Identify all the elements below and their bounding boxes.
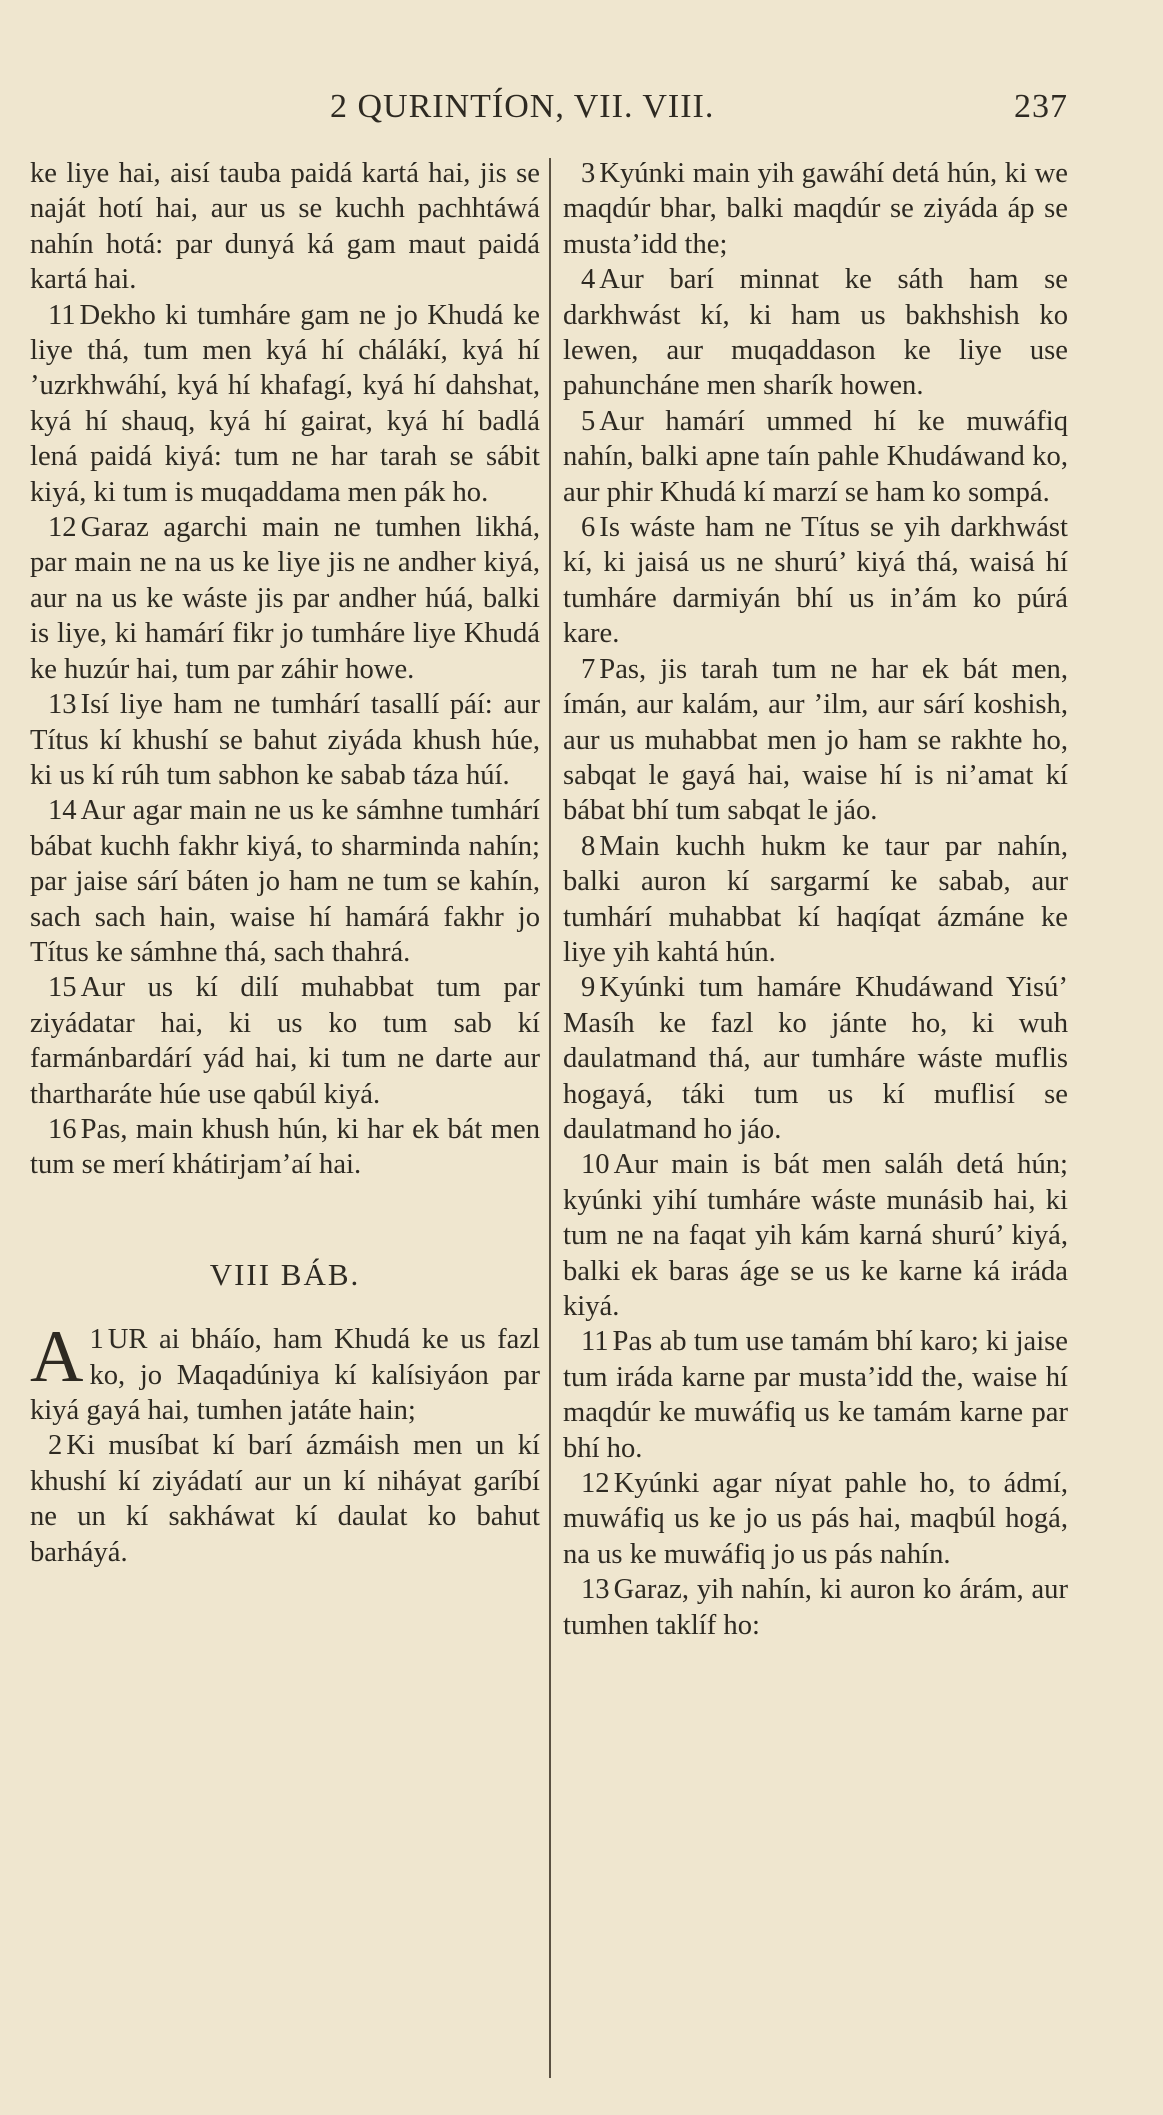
verse-text: Garaz agarchi main ne tumhen likhá, par main ne na us ke liye jis ne andher kiyá, aur na us ke wáste jis par andher húá, balki is liye, ki hamárí fikr jo tumháre liye Khudá ke huzúr hai, tum par záhir howe. [30, 512, 540, 685]
verse-text: Isí liye ham ne tumhárí tasallí páí: aur Títus kí khushí se bahut ziyáda khush húe, ki us kí rúh tum sabhon ke sabab táza húí. [30, 689, 540, 791]
verse-number: 9 [581, 972, 596, 1004]
verse-number: 4 [581, 264, 596, 296]
verse-text: Main kuchh hukm ke taur par nahín, balki auron kí sargarmí ke sabab, aur tumhárí muhabbat kí haqíqat ázmáne ke liye yih kahtá hún. [563, 830, 1068, 968]
page-number: 237 [1014, 88, 1068, 125]
verse-number: 8 [581, 830, 596, 862]
verse [563, 1324, 1068, 1466]
column-divider [549, 158, 551, 2078]
verse [563, 1147, 1068, 1324]
verse [30, 687, 540, 793]
verse-text: Kyúnki tum hamáre Khudáwand Yisú’ Masíh ke fazl ko jánte ho, ki wuh daulatmand thá, aur tumháre wáste muflis hogayá, táki tum us kí muflisí se daulatmand ho jáo. [563, 972, 1068, 1145]
verse [30, 510, 540, 687]
verse-text: Is wáste ham ne Títus se yih darkhwást kí, ki jaisá us ne shurú’ kiyá thá, waisá hí tumháre darmiyán bhí us in’ám ko púrá kare. [563, 512, 1068, 650]
verse-number: 13 [48, 689, 77, 721]
verse-text: Ki musíbat kí barí ázmáish men un kí khushí kí ziyádatí aur un kí niháyat garíbí ne un kí sakháwat kí daulat ko bahut barháyá. [30, 1430, 540, 1568]
verse-text: Garaz, yih nahín, ki auron ko árám, aur tumhen taklíf ho: [563, 1574, 1068, 1641]
verse-number: 12 [581, 1468, 610, 1500]
verse-number: 7 [581, 653, 596, 685]
verse-number: 11 [581, 1326, 609, 1358]
right-column [563, 156, 1068, 1643]
verse-number: 16 [48, 1113, 77, 1145]
verse [30, 298, 540, 510]
verse-text: Dekho ki tumháre gam ne jo Khudá ke liye thá, tum men kyá hí chálákí, kyá hí ’uzrkhwáhí, kyá hí khafagí, kyá hí dahshat, kyá hí shauq, kyá hí gairat, kyá hí badlá lená paidá kiyá: tum ne har tarah se sábit kiyá, ki tum is muqaddama men pák ho. [30, 299, 540, 508]
verse [563, 1572, 1068, 1643]
verse [30, 1428, 540, 1570]
verse-text: Aur main is bát men saláh detá hún; kyúnki yihí tumháre wáste munásib hai, ki tum ne na faqat yih kám karná shurú’ kiyá, balki ek baras áge se us ke karne ká iráda kiyá. [563, 1149, 1068, 1322]
chapter-heading: VIII BÁB. [209, 1256, 361, 1292]
verse-text: Aur hamárí ummed hí ke muwáfiq nahín, balki apne taín pahle Khudáwand ko, aur phir Khudá kí marzí se ham ko sompá. [563, 405, 1068, 508]
continuation-paragraph: ke liye hai, aisí tauba paidá kartá hai, jis se naját hotí hai, aur us se kuchh pachhtáwá nahín hotá: par dunyá ká gam maut paidá kartá hai. [30, 158, 540, 296]
verse [563, 262, 1068, 404]
verse-number: 15 [48, 972, 77, 1004]
verse-text: UR ai bháío, ham Khudá ke us fazl ko, jo Maqadúniya kí kalísiyáon par kiyá gayá hai, tumhen jatáte hain; [30, 1324, 540, 1426]
verse-text: Kyúnki main yih gawáhí detá hún, ki we maqdúr bhar, balki maqdúr se ziyáda áp se musta’idd the; [563, 158, 1068, 260]
verse-text: Pas, jis tarah tum ne har ek bát men, ímán, aur kalám, aur ’ilm, aur sárí koshish, aur us muhabbat men jo ham se rakhte ho, sabqat le gayá hai, waise hí is ni’amat kí bábat bhí tum sabqat le jáo. [563, 653, 1068, 827]
verse [563, 404, 1068, 510]
verse [563, 156, 1068, 262]
verse-number: 10 [581, 1149, 610, 1181]
verse [30, 970, 540, 1112]
verse-text: Pas ab tum use tamám bhí karo; ki jaise tum iráda karne par musta’idd the, waise hí maqdúr ke muwáfiq us ke tamám karne par bhí ho. [563, 1326, 1068, 1464]
verse-number: 12 [48, 512, 77, 544]
verse [563, 970, 1068, 1147]
verse-text: Aur agar main ne us ke sámhne tumhárí bábat kuchh fakhr kiyá, to sharminda nahín; par jaise sárí báten jo ham ne tum se kahín, sach sach hain, waise hí hamárá fakhr jo Títus ke sámhne thá, sach thahrá. [30, 795, 540, 968]
verse-number: 2 [48, 1430, 63, 1462]
drop-cap: A [30, 1316, 84, 1399]
page-header [30, 88, 1068, 134]
verse [30, 1112, 540, 1183]
verse [563, 1466, 1068, 1572]
verse-number: 11 [48, 299, 76, 331]
verse-text: Pas, main khush hún, ki har ek bát men tum se merí khátirjam’aí hai. [30, 1113, 540, 1181]
verse [563, 652, 1068, 829]
verse-number: 5 [581, 405, 596, 437]
verse-text: Aur us kí dilí muhabbat tum par ziyádatar hai, ki us ko tum sab kí farmánbardárí yád hai, ki tum ne darte aur thartharáte húe use qabúl kiyá. [30, 972, 540, 1110]
running-title: 2 QURINTÍON, VII. VIII. [330, 88, 715, 125]
verse-number: 13 [581, 1574, 610, 1606]
left-column [30, 156, 540, 1570]
verse-number: 3 [581, 158, 596, 189]
verse-number: 14 [48, 795, 77, 827]
verse-text: Kyúnki agar níyat pahle ho, to ádmí, muwáfiq us ke jo us pás hai, maqbúl hogá, na us ke muwáfiq jo us pás nahín. [563, 1468, 1068, 1570]
verse [30, 793, 540, 970]
verse-number: 6 [581, 512, 596, 544]
verse [30, 1316, 540, 1428]
verse-number: 1 [89, 1324, 104, 1356]
verse-text: Aur barí minnat ke sáth ham se darkhwást kí, ki ham us bakhshish ko lewen, aur muqaddason ke liye use pahuncháne men sharík howen. [563, 264, 1068, 402]
verse [563, 829, 1068, 971]
verse [563, 510, 1068, 652]
